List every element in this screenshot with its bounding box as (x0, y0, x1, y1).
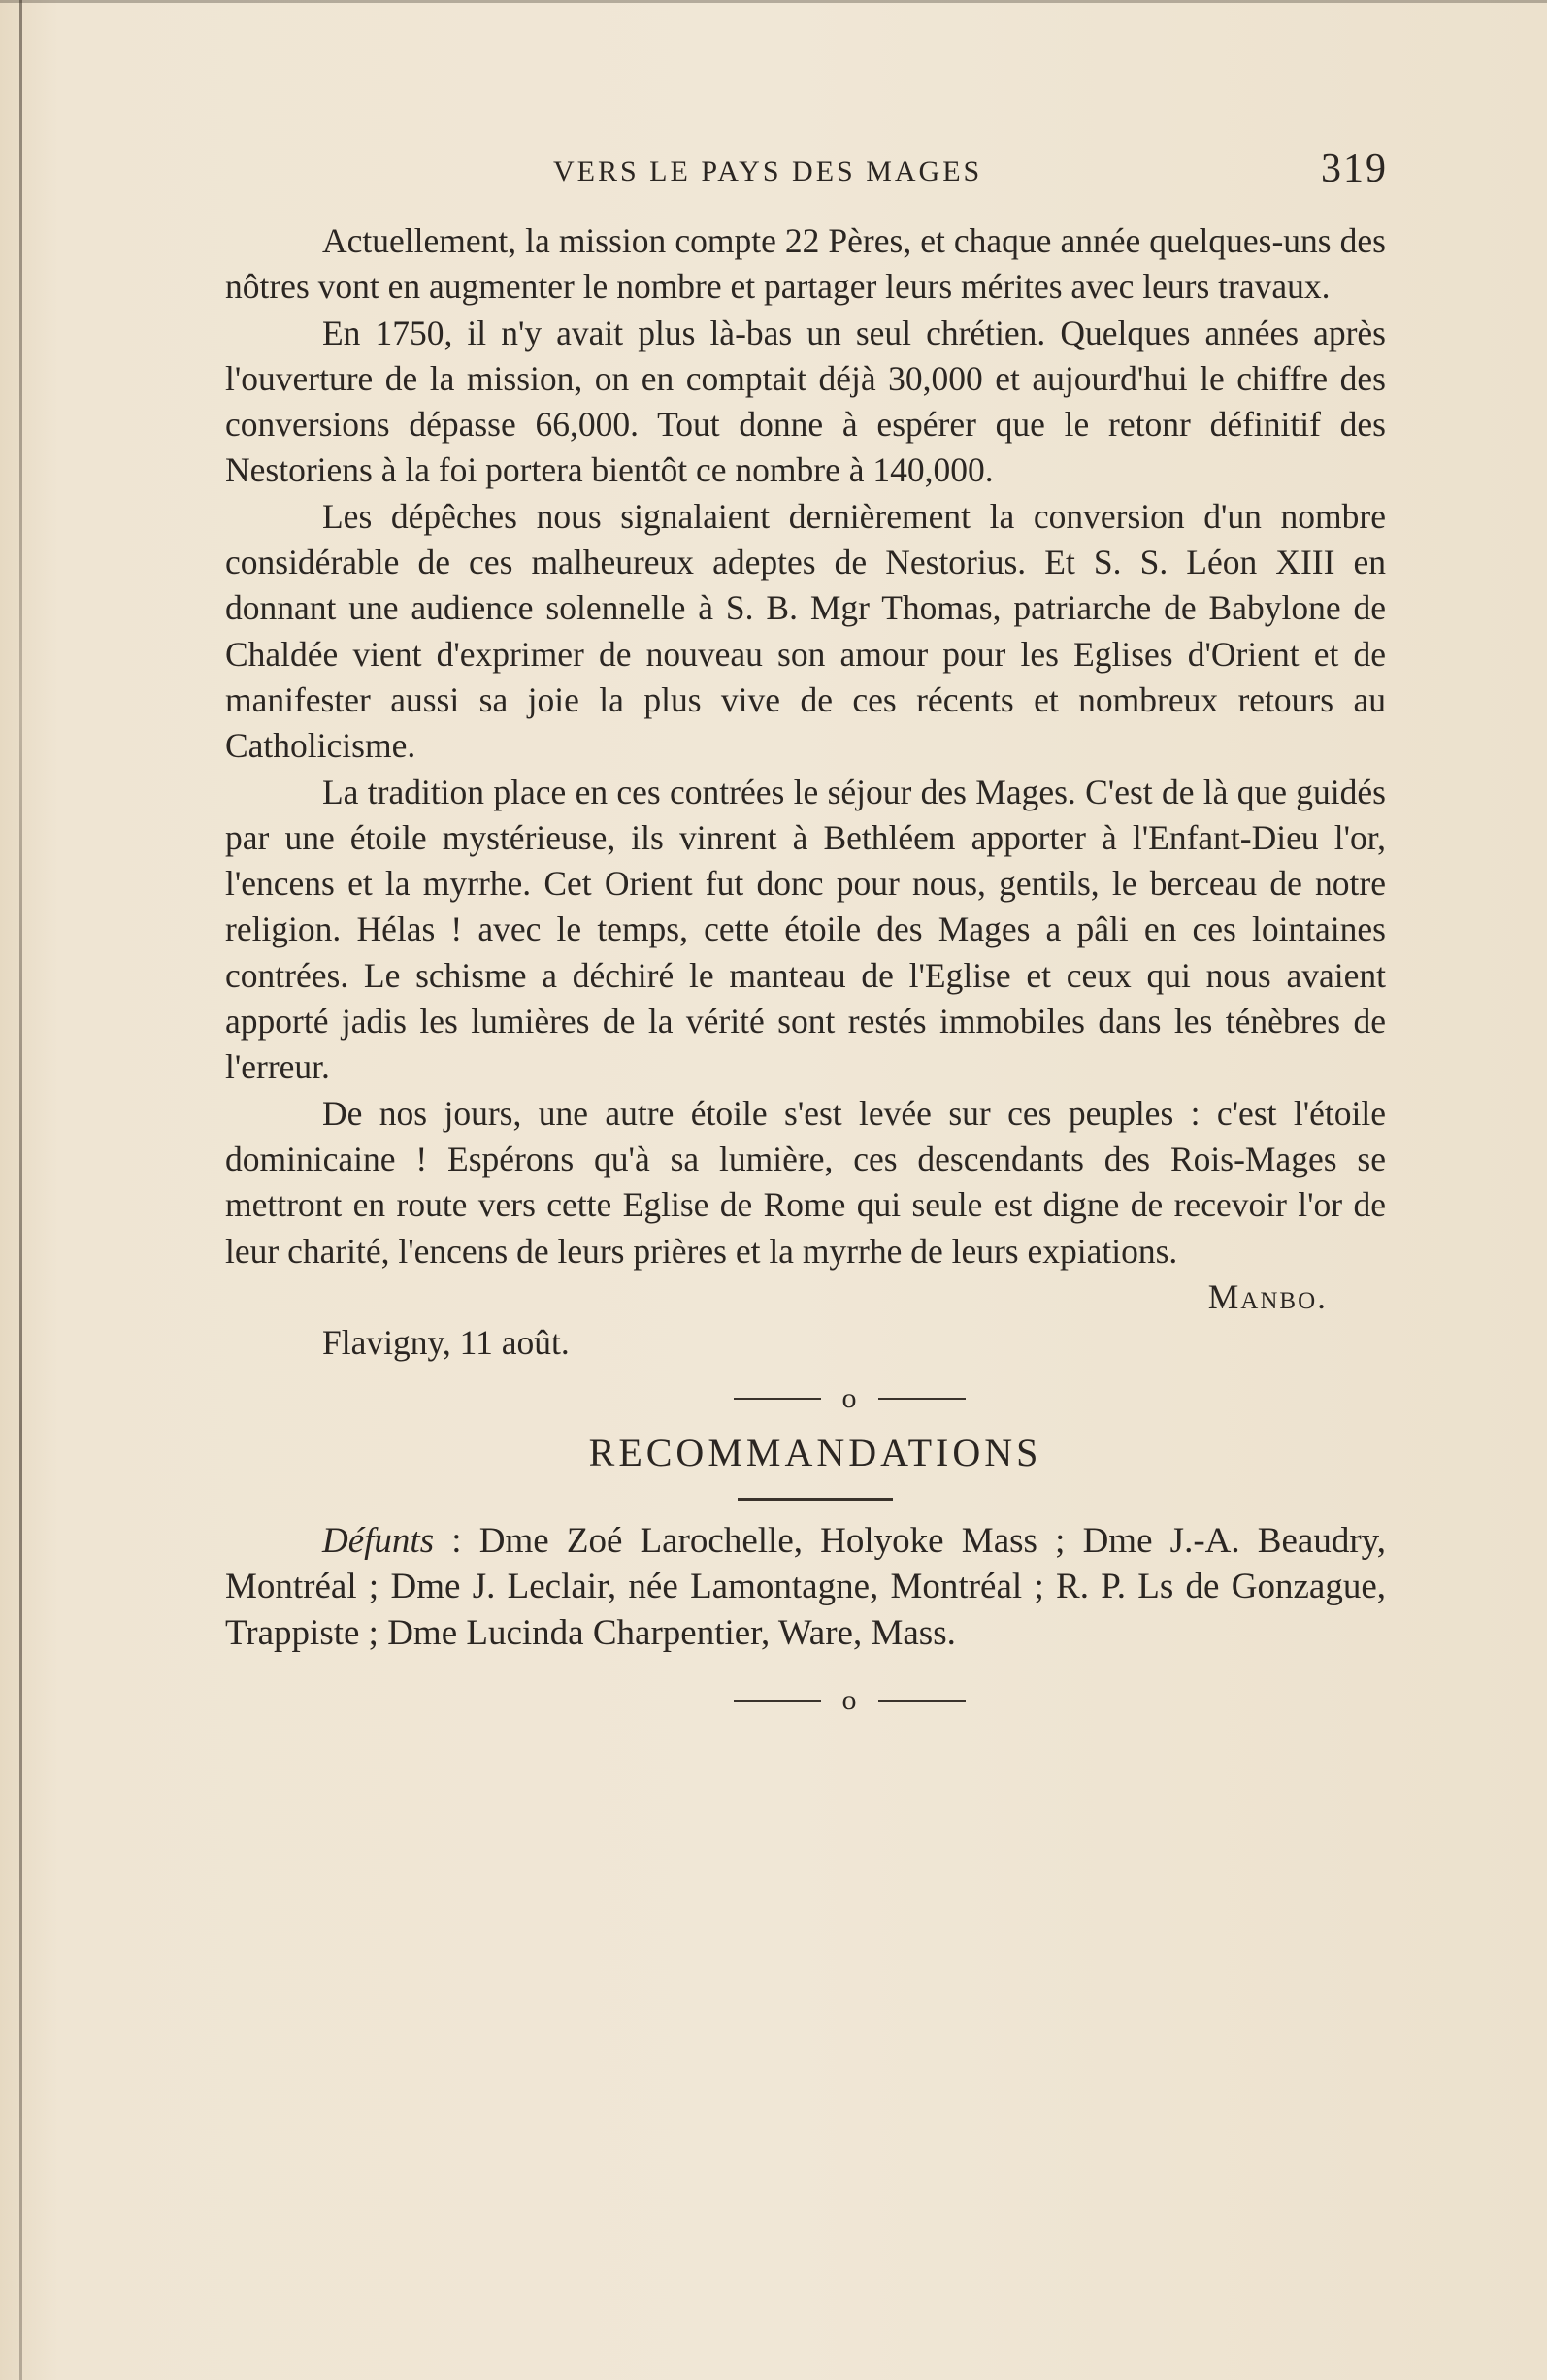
paragraph-dominican-star: De nos jours, une autre étoile s'est levée sur ces peuples : c'est l'étoile dominicaine ! Espérons qu'à sa lumière, ces descendants des Rois-Mages se mettront en route vers cette Eglise de Rome qui seule est digne de recevoir l'or de leur charité, l'encens de leurs prières et la myrrhe de leurs expiations. (225, 1093, 1386, 1271)
page-top-edge (0, 0, 1547, 3)
obituary-text: : Dme Zoé Larochelle, Holyoke Mass ; Dme J.-A. Beaudry, Montréal ; Dme J. Leclair, née Lamontagne, Montréal ; R. P. Ls de Gonzague, Trappiste ; Dme Lucinda Charpentier, Ware, Mass. (225, 1520, 1386, 1653)
separator (225, 1379, 1386, 1418)
page-header (223, 146, 1388, 204)
page-binding-edge (19, 0, 22, 2380)
paragraph-tradition-mages: La tradition place en ces contrées le séjour des Mages. C'est de là que guidés par une étoile mystérieuse, ils vinrent à Bethléem apporter à l'Enfant-Dieu l'or, l'encens et la myrrhe. Cet Orient fut donc pour nous, gentils, le berceau de notre religion. Hélas ! avec le temps, cette étoile des Mages a pâli en ces lointaines contrées. Le schisme a déchiré le manteau de l'Eglise et ceux qui nous avaient apporté jadis les lumières de la vérité sont restés immobiles dans les ténèbres de l'erreur. (225, 772, 1386, 1087)
running-title: VERS LE PAYS DES MAGES (553, 155, 983, 187)
section-title-rule (738, 1498, 893, 1501)
obituary-list (225, 1518, 1386, 1657)
page-number: 319 (1321, 147, 1388, 191)
separator-dash-right (878, 1398, 966, 1400)
paragraph-dispatches: Les dépêches nous signalaient dernièrement la conversion d'un nombre considérable de ces malheureux adeptes de Nestorius. Et S. S. Léon XIII en donnant une audience solennelle à S. B. Mgr Thomas, patriarche de Babylone de Chaldée vient d'exprimer de nouveau son amour pour les Eglises d'Orient et de manifester aussi sa joie la plus vive de ces récents et nombreux retours au Catholicisme. (225, 496, 1386, 766)
place-date: Flavigny, 11 août. (322, 1323, 570, 1363)
section-title: RECOMMANDATIONS (588, 1431, 1042, 1475)
separator-bottom (225, 1681, 1386, 1720)
author-signature: Manbo. (1207, 1276, 1328, 1316)
separator-dash-left (734, 1398, 821, 1400)
separator-ring: o (841, 1382, 857, 1415)
paragraph-mission-count: Actuellement, la mission compte 22 Pères, et chaque année quelques-uns des nôtres vont en augmenter le nombre et partager leurs mérites avec leurs travaux. (225, 221, 1386, 307)
page-body (225, 218, 1386, 1720)
separator-bottom-ring: o (841, 1684, 857, 1717)
separator-bottom-dash-left (734, 1700, 821, 1702)
separator-bottom-dash-right (878, 1700, 966, 1702)
paragraph-conversions: En 1750, il n'y avait plus là-bas un seul chrétien. Quelques années après l'ouverture de la mission, on en comptait déjà 30,000 et aujourd'hui le chiffre des conversions dépasse 66,000. Tout donne à espérer que le retonr définitif des Nestoriens à la foi portera bientôt ce nombre à 140,000. (225, 313, 1386, 490)
obituary-lead: Défunts (322, 1520, 435, 1561)
